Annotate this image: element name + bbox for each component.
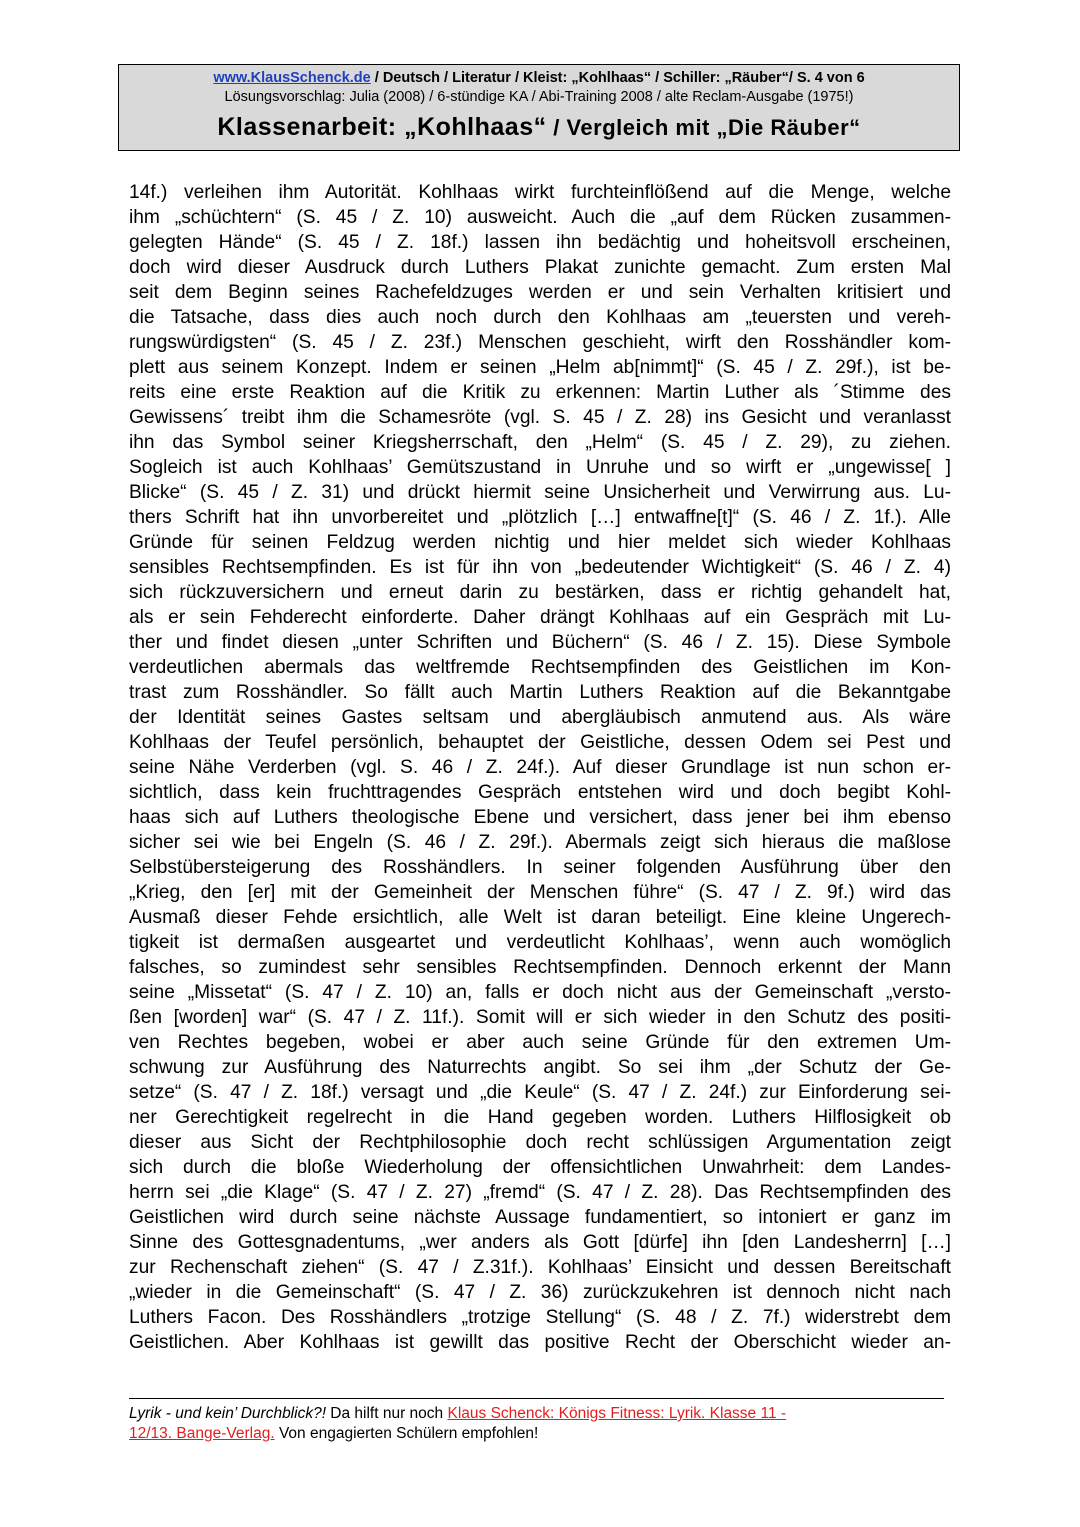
page-title-main: Klassenarbeit: „Kohlhaas“ xyxy=(217,113,547,141)
footer-italic-text: Lyrik - und kein’ Durchblick?! xyxy=(129,1405,326,1422)
body-line: „Krieg, den [er] mit der Gemeinheit der Menschen führe“ (S. 47 / Z. 9f.) wird das xyxy=(129,882,951,903)
body-line: tigkeit ist dermaßen ausgeartet und verdeutlicht Kohlhaas’, wenn auch womöglich xyxy=(129,932,951,953)
body-line: ihm „schüchtern“ (S. 45 / Z. 10) ausweicht. Auch die „auf dem Rücken zusammen- xyxy=(129,207,951,228)
header-breadcrumb: / Deutsch / Literatur / Kleist: „Kohlhaas“ / Schiller: „Räuber“/ S. 4 von 6 xyxy=(370,70,865,86)
site-link[interactable]: www.KlausSchenck.de xyxy=(213,70,371,86)
body-line: „wieder in die Gemeinschaft“ (S. 47 / Z. 36) zurückzukehren ist dennoch nicht nach xyxy=(129,1282,951,1303)
footer-divider xyxy=(129,1398,944,1399)
body-line: Gewissens´ treibt ihm die Schamesröte (vgl. S. 45 / Z. 28) ins Gesicht und veranlasst xyxy=(129,407,951,428)
body-line: dieser aus Sicht der Rechtphilosophie doch recht schlüssigen Argumentation zeigt xyxy=(129,1132,951,1153)
body-line: verdeutlichen abermals das weltfremde Rechtsempfinden des Geistlichen im Kon- xyxy=(129,657,951,678)
footer-end-text: Von engagierten Schülern empfohlen! xyxy=(274,1425,539,1442)
footer-plain-text: Da hilft nur noch xyxy=(326,1405,448,1422)
body-line: Luthers Facon. Des Rosshändlers „trotzige Stellung“ (S. 48 / Z. 7f.) widerstrebt dem xyxy=(129,1307,951,1328)
body-line: gelegten Hände“ (S. 45 / Z. 18f.) lassen ihn bedächtig und hoheitsvoll erscheinen, xyxy=(129,232,951,253)
body-line: plett aus seinem Konzept. Indem er seinen „Helm ab[nimmt]“ (S. 45 / Z. 29f.), ist be- xyxy=(129,357,951,378)
footer-book-link-cont[interactable]: 12/13. Bange-Verlag. xyxy=(129,1425,275,1442)
body-line: Geistlichen wird durch seine nächste Aussage fundamentiert, so intoniert er ganz im xyxy=(129,1207,951,1228)
footer-book-link[interactable]: Klaus Schenck: Königs Fitness: Lyrik. Klasse 11 - xyxy=(447,1405,787,1422)
body-line: trast zum Rosshändler. So fällt auch Martin Luthers Reaktion auf die Bekanntgabe xyxy=(129,682,951,703)
body-line: ner Gerechtigkeit regelrecht in die Hand gegeben worden. Luthers Hilflosigkeit ob xyxy=(129,1107,951,1128)
page-title xyxy=(119,112,959,143)
body-line: seine Nähe Verderben (vgl. S. 46 / Z. 24f.). Auf dieser Grundlage ist nun schon er- xyxy=(129,757,951,778)
body-line: setze“ (S. 47 / Z. 18f.) versagt und „die Keule“ (S. 47 / Z. 24f.) zur Einforderung sei- xyxy=(129,1082,951,1103)
body-line: ther und findet diesen „unter Schriften und Büchern“ (S. 46 / Z. 15). Diese Symbole xyxy=(129,632,951,653)
body-line: 14f.) verleihen ihm Autorität. Kohlhaas wirkt furchteinflößend auf die Menge, welche xyxy=(129,182,951,203)
body-line: Blicke“ (S. 45 / Z. 31) und drückt hiermit seine Unsicherheit und Verwirrung aus. Lu- xyxy=(129,482,951,503)
body-line: Gründe für seinen Feldzug werden nichtig und hier meldet sich wieder Kohlhaas xyxy=(129,532,951,553)
body-line: rungswürdigsten“ (S. 45 / Z. 23f.) Menschen geschieht, wirft den Rosshändler kom- xyxy=(129,332,951,353)
body-line: ihn das Symbol seiner Kriegsherrschaft, den „Helm“ (S. 45 / Z. 29), zu ziehen. xyxy=(129,432,951,453)
body-line: sich durch die bloße Wiederholung der offensichtlichen Unwahrheit: dem Landes- xyxy=(129,1157,951,1178)
body-line: haas sich auf Luthers theologische Ebene und versichert, dass jener bei ihm ebenso xyxy=(129,807,951,828)
footer xyxy=(129,1404,949,1444)
page-title-rest: / Vergleich mit „Die Räuber“ xyxy=(546,115,861,140)
body-line: schwung zur Ausführung des Naturrechts angibt. So sei ihm „der Schutz der Ge- xyxy=(129,1057,951,1078)
body-text xyxy=(129,180,951,1355)
body-line: ßen [worden] war“ (S. 47 / Z. 11f.). Somit will er sich wieder in den Schutz des positi- xyxy=(129,1007,951,1028)
body-line: Selbstübersteigerung des Rosshändlers. In seiner folgenden Ausführung über den xyxy=(129,857,951,878)
body-line: herrn sei „die Klage“ (S. 47 / Z. 27) „fremd“ (S. 47 / Z. 28). Das Rechtsempfinden des xyxy=(129,1182,951,1203)
body-line: Ausmaß dieser Fehde ersichtlich, alle Welt ist daran beteiligt. Eine kleine Ungerech- xyxy=(129,907,951,928)
body-line: seit dem Beginn seines Rachefeldzuges werden er und sein Verhalten kritisiert und xyxy=(129,282,951,303)
body-line: Geistlichen. Aber Kohlhaas ist gewillt das positive Recht der Oberschicht wieder an- xyxy=(129,1332,951,1353)
body-line: falsches, so zumindest sehr sensibles Rechtsempfinden. Dennoch erkennt der Mann xyxy=(129,957,951,978)
body-line: ven Rechtes begeben, wobei er aber auch seine Gründe für den extremen Um- xyxy=(129,1032,951,1053)
body-line: sichtlich, dass kein fruchttragendes Gespräch entstehen wird und doch begibt Kohl- xyxy=(129,782,951,803)
body-line: thers Schrift hat ihn unvorbereitet und „plötzlich […] entwaffne[t]“ (S. 46 / Z. 1f.). Alle xyxy=(129,507,951,528)
body-line: als er sein Fehderecht einforderte. Daher drängt Kohlhaas auf ein Gespräch mit Lu- xyxy=(129,607,951,628)
header-subtitle: Lösungsvorschlag: Julia (2008) / 6-stündige KA / Abi-Training 2008 / alte Reclam-Ausgabe (1975!) xyxy=(224,89,854,105)
body-line: Sogleich ist auch Kohlhaas’ Gemütszustand in Unruhe und so wirft er „ungewisse[ ] xyxy=(129,457,951,478)
body-line: sich rückzuversichern und erneut darin zu bestärken, dass er richtig gehandelt hat, xyxy=(129,582,951,603)
body-line: Sinne des Gottesgnadentums, „wer anders als Gott [dürfe] ihn [den Landesherrn] […] xyxy=(129,1232,951,1253)
body-line: zur Rechenschaft ziehen“ (S. 47 / Z.31f.). Kohlhaas’ Einsicht und dessen Bereitschaft xyxy=(129,1257,951,1278)
body-line: seine „Missetat“ (S. 47 / Z. 10) an, falls er doch nicht aus der Gemeinschaft „versto- xyxy=(129,982,951,1003)
body-line: sicher sei wie bei Engeln (S. 46 / Z. 29f.). Abermals zeigt sich hieraus die maßlose xyxy=(129,832,951,853)
body-line: sensibles Rechtsempfinden. Es ist für ihn von „bedeutender Wichtigkeit“ (S. 46 / Z. 4) xyxy=(129,557,951,578)
body-line: die Tatsache, dass dies auch noch durch den Kohlhaas am „teuersten und vereh- xyxy=(129,307,951,328)
header-breadcrumb-line xyxy=(119,69,959,88)
body-line: Kohlhaas der Teufel persönlich, behauptet der Geistliche, dessen Odem sei Pest und xyxy=(129,732,951,753)
body-line: doch wird dieser Ausdruck durch Luthers Plakat zunichte gemacht. Zum ersten Mal xyxy=(129,257,951,278)
document-header xyxy=(118,64,960,151)
body-line: reits eine erste Reaktion auf die Kritik zu erkennen: Martin Luther als ´Stimme des xyxy=(129,382,951,403)
body-line: der Identität seines Gastes seltsam und abergläubisch anmutend aus. Als wäre xyxy=(129,707,951,728)
